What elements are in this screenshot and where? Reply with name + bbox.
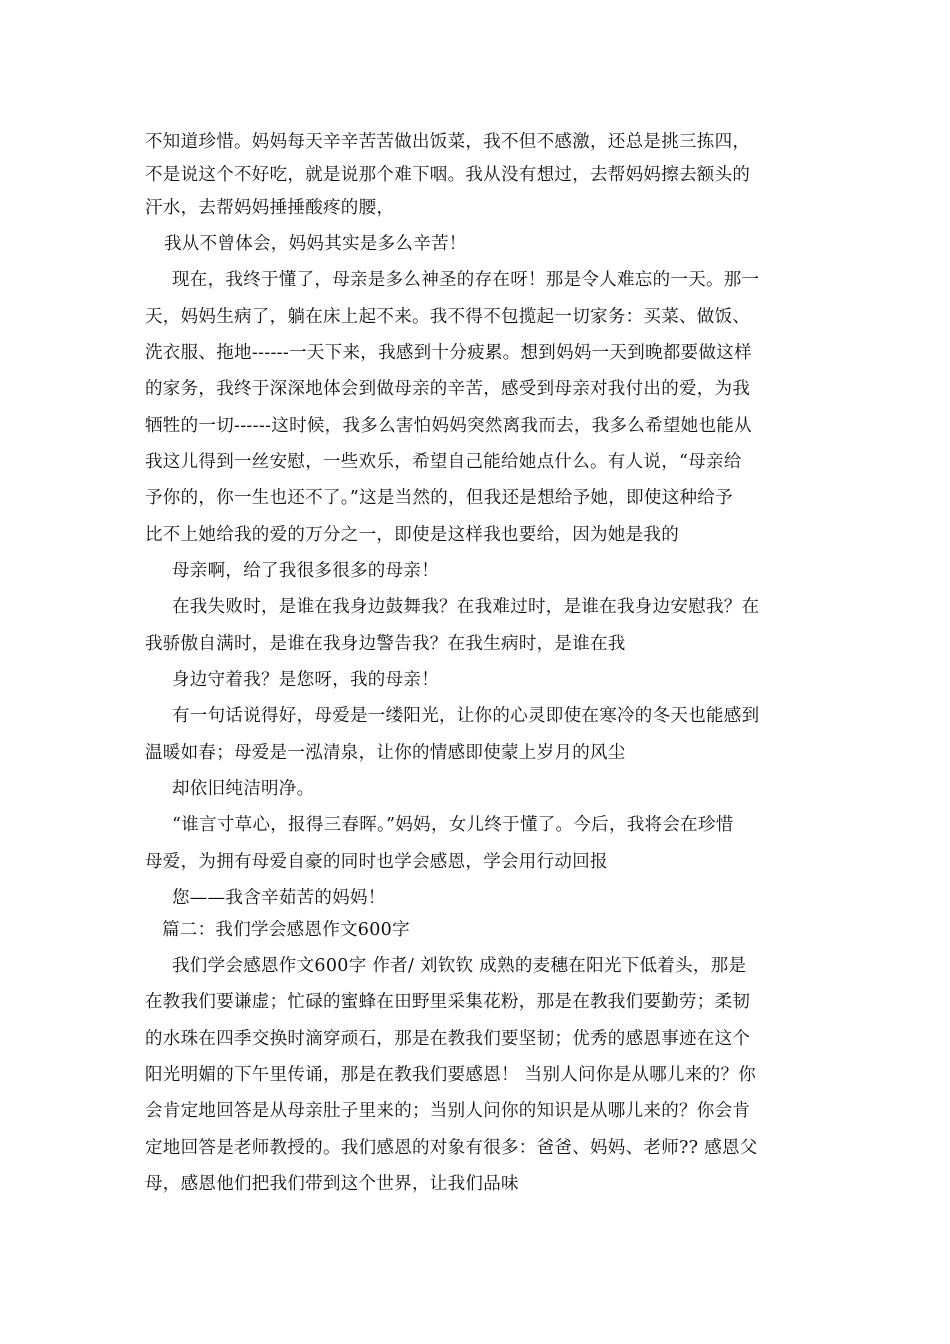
text-line: 温暖如春；母爱是一泓清泉，让你的情感即使蒙上岁月的风尘	[145, 743, 626, 763]
text-line: 不知道珍惜。妈妈每天辛辛苦苦做出饭菜，我不但不感激，还总是挑三拣四，	[145, 132, 751, 152]
section-heading: 篇二：我们学会感恩作文600字	[162, 920, 410, 940]
text-line: 母亲啊，给了我很多很多的母亲！	[172, 561, 439, 581]
text-line: 予你的，你一生也还不了。”这是当然的，但我还是想给予她，即使这种给予	[145, 488, 733, 508]
text-line: 的水珠在四季交换时滴穿顽石，那是在教我们要坚韧；优秀的感恩事迹在这个	[145, 1029, 751, 1049]
text-line: 会肯定地回答是从母亲肚子里来的；当别人问你的知识是从哪儿来的？你会肯	[145, 1101, 751, 1121]
text-line: 有一句话说得好，母爱是一缕阳光，让你的心灵即使在寒冷的冬天也能感到	[172, 706, 760, 726]
text-line: 天，妈妈生病了，躺在床上起不来。我不得不包揽起一切家务：买菜、做饭、	[145, 307, 751, 327]
text-line: 在教我们要谦虚；忙碌的蜜蜂在田野里采集花粉，那是在教我们要勤劳；柔韧	[145, 992, 751, 1012]
text-line: 洗衣服、拖地------一天下来，我感到十分疲累。想到妈妈一天到晚都要做这样	[145, 343, 752, 363]
text-line: “谁言寸草心，报得三春晖。”妈妈，女儿终于懂了。今后，我将会在珍惜	[172, 815, 734, 835]
text-line: 母，感恩他们把我们带到这个世界，让我们品味	[145, 1174, 519, 1194]
text-line: 定地回答是老师教授的。我们感恩的对象有很多：爸爸、妈妈、老师?? 感恩父	[145, 1138, 758, 1158]
text-line: 比不上她给我的爱的万分之一，即使是这样我也要给，因为她是我的	[145, 525, 679, 545]
text-line: 您——我含辛茹苦的妈妈！	[172, 888, 386, 908]
text-line: 汗水，去帮妈妈捶捶酸疼的腰，	[145, 198, 395, 218]
text-line: 我这儿得到一丝安慰，一些欢乐，希望自己能给她点什么。有人说，“母亲给	[145, 452, 742, 472]
text-line: 现在，我终于懂了，母亲是多么神圣的存在呀！那是令人难忘的一天。那一	[172, 270, 760, 290]
text-line: 的家务，我终于深深地体会到做母亲的辛苦，感受到母亲对我付出的爱，为我	[145, 379, 751, 399]
text-line: 却依旧纯洁明净。	[172, 779, 315, 799]
text-line: 我从不曾体会，妈妈其实是多么辛苦！	[164, 234, 467, 254]
text-line: 母爱，为拥有母爱自豪的同时也学会感恩，学会用行动回报	[145, 852, 608, 872]
text-line: 不是说这个不好吃，就是说那个难下咽。我从没有想过，去帮妈妈擦去额头的	[145, 165, 751, 185]
text-line: 阳光明媚的下午里传诵，那是在教我们要感恩！ 当别人问你是从哪儿来的？你	[145, 1065, 757, 1085]
text-line: 身边守着我？是您呀，我的母亲！	[172, 670, 439, 690]
text-line: 我骄傲自满时，是谁在我身边警告我？在我生病时，是谁在我	[145, 634, 626, 654]
text-line: 在我失败时，是谁在我身边鼓舞我？在我难过时，是谁在我身边安慰我？在	[172, 597, 760, 617]
text-line: 我们学会感恩作文600字 作者/ 刘钦钦 成熟的麦穗在阳光下低着头，那是	[172, 956, 747, 976]
text-line: 牺牲的一切------这时候，我多么害怕妈妈突然离我而去，我多么希望她也能从	[145, 416, 752, 436]
